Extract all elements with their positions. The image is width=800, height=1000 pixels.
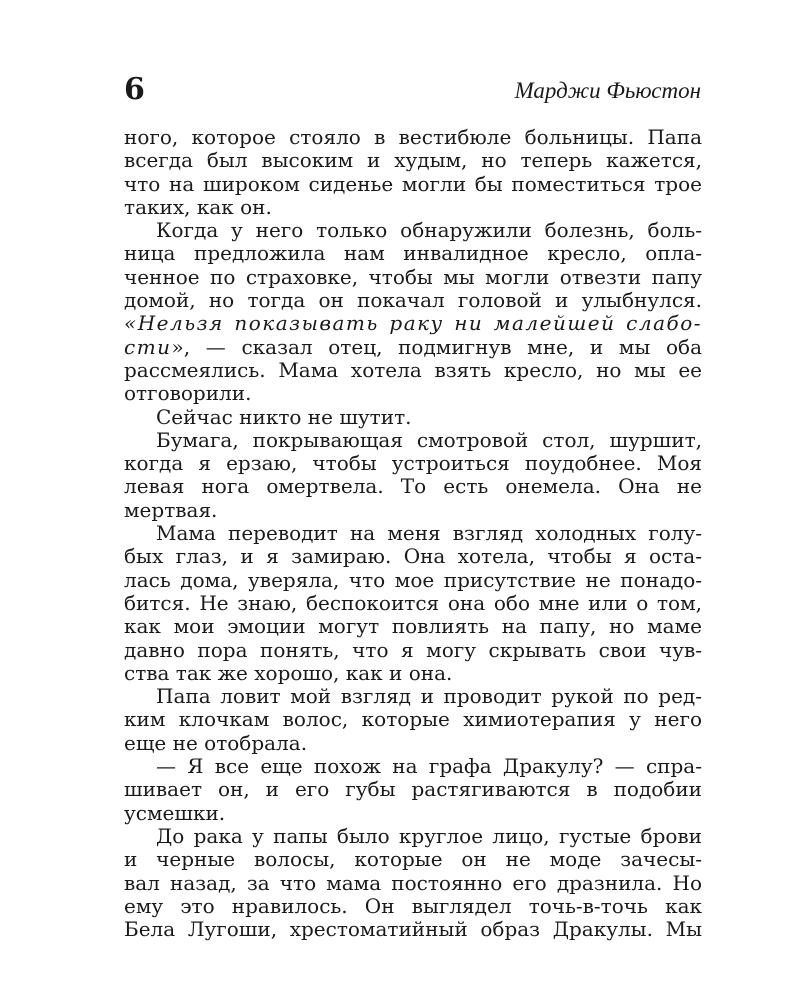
text-line: До рака у папы было круглое лицо, густые брови xyxy=(156,823,702,848)
text-line: Мама переводит на меня взгляд холодных голу- xyxy=(156,521,702,546)
text-line: отговорили. xyxy=(124,381,252,406)
text-line: домой, но тогда он покачал головой и улыбнулся. xyxy=(124,288,702,313)
text-line: левая нога омертвела. То есть онемела. Она не xyxy=(124,474,702,499)
text-line: ница предложила нам инвалидное кресло, опла- xyxy=(124,241,702,266)
text-line: вал назад, за что мама постоянно его дразнила. Но xyxy=(124,870,702,895)
text-line: Когда у него только обнаружили болезнь, боль- xyxy=(156,218,702,243)
text-line: Папа ловит мой взгляд и проводит рукой по ред- xyxy=(156,684,702,709)
page-number: 6 xyxy=(124,72,145,107)
text-line: ченное по страховке, чтобы мы могли отвезти папу xyxy=(124,264,702,289)
text-line: ного, которое стояло в вестибюле больницы. Папа xyxy=(124,125,702,149)
italic-quote-end: сти xyxy=(124,334,172,359)
text-line: всегда был высоким и худым, но теперь кажется, xyxy=(124,148,702,173)
text-line xyxy=(124,336,702,359)
text-line: Сейчас никто не шутит. xyxy=(156,404,412,429)
text-line: шивает он, и его губы растягиваются в подобии xyxy=(124,777,702,802)
text-line: мертвая. xyxy=(124,497,218,522)
text-line: ким клочкам волос, которые химиотерапия у него xyxy=(124,707,702,732)
text-line: как мои эмоции могут повлиять на папу, но маме xyxy=(124,614,702,639)
text-line: когда я ерзаю, чтобы устроиться поудобнее. Моя xyxy=(124,451,702,476)
body-text xyxy=(124,126,702,941)
text-line: лась дома, уверяла, что мое присутствие не понадо- xyxy=(124,567,702,592)
text-line-italic-quote: «Нельзя показывать раку ни малейшей слабо- xyxy=(124,311,702,336)
text-line: еще не отобрала. xyxy=(124,730,308,755)
text-line: давно пора понять, что я могу скрывать свои чув- xyxy=(124,637,702,662)
text-line: рассмеялись. Мама хотела взять кресло, но мы ее xyxy=(124,357,702,382)
text-line: бых глаз, и я замираю. Она хотела, чтобы я оста- xyxy=(124,544,702,569)
text-line: и черные волосы, которые он не моде зачесы- xyxy=(124,847,702,872)
running-head-author: Марджи Фьюстон xyxy=(514,78,701,103)
text-line: что на широком сиденье могли бы поместиться трое xyxy=(124,171,702,196)
text-line: усмешки. xyxy=(124,800,226,825)
text-line-rest: », — сказал отец, подмигнув мне, и мы оба xyxy=(171,334,702,359)
text-line: — Я все еще похож на графа Дракулу? — спра- xyxy=(156,754,702,779)
text-line: Бумага, покрывающая смотровой стол, шуршит, xyxy=(156,427,702,452)
text-line: таких, как он. xyxy=(124,194,272,219)
text-line: ства так же хорошо, как и она. xyxy=(124,660,453,685)
text-line: ему это нравилось. Он выглядел точь-в-точь как xyxy=(124,893,702,918)
text-line: бится. Не знаю, беспокоится она обо мне или о том, xyxy=(124,590,702,615)
text-line: Бела Лугоши, хрестоматийный образ Дракулы. Мы xyxy=(124,917,702,942)
